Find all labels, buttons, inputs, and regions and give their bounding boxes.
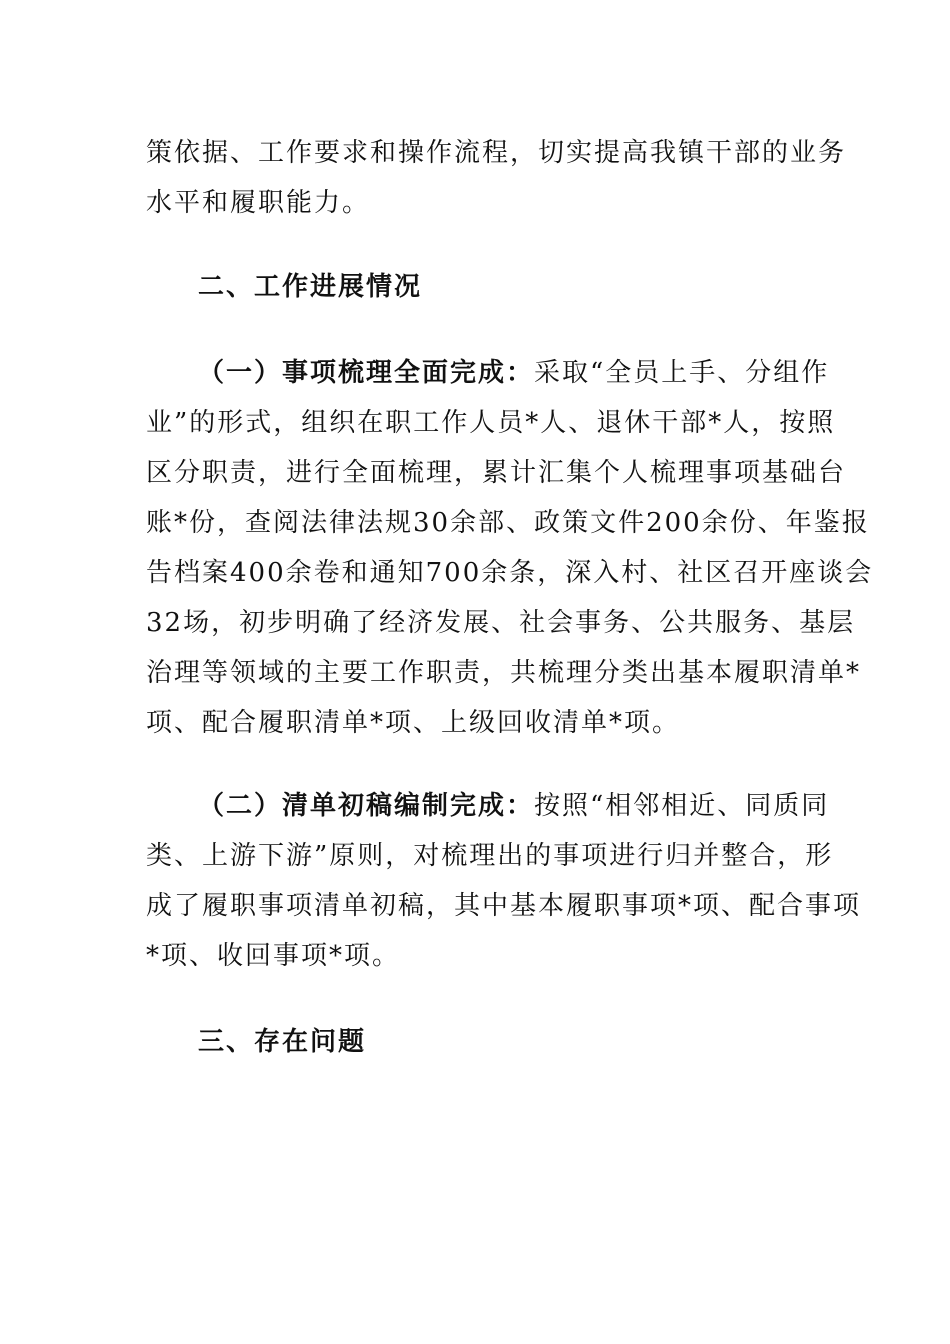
- paragraph-line: 治理等领域的主要工作职责，共梳理分类出基本履职清单*: [146, 658, 862, 688]
- paragraph-line: 成了履职事项清单初稿，其中基本履职事项*项、配合事项: [146, 891, 862, 921]
- paragraph-line: 项、配合履职清单*项、上级回收清单*项。: [146, 708, 681, 738]
- item-2-lead: （二）清单初稿编制完成：: [198, 791, 535, 821]
- item-2-paragraph: [146, 781, 862, 981]
- section-heading-issues: 三、存在问题: [198, 1027, 367, 1057]
- paragraph-line: 32场，初步明确了经济发展、社会事务、公共服务、基层: [146, 608, 856, 638]
- intro-paragraph: [146, 128, 847, 228]
- item-2-first-text: 按照“相邻相近、同质同: [534, 791, 830, 821]
- paragraph-line: 策依据、工作要求和操作流程，切实提高我镇干部的业务: [146, 138, 847, 168]
- section-heading-progress: 二、工作进展情况: [198, 272, 423, 302]
- paragraph-first-line: [146, 348, 830, 398]
- paragraph-first-line: [146, 781, 830, 831]
- item-1-first-text: 采取“全员上手、分组作: [534, 358, 830, 388]
- paragraph-line: 告档案400余卷和通知700余条，深入村、社区召开座谈会: [146, 558, 874, 588]
- item-1-lead: （一）事项梳理全面完成：: [198, 358, 535, 388]
- item-1-paragraph: [146, 348, 874, 748]
- paragraph-line: 水平和履职能力。: [146, 188, 371, 218]
- paragraph-line: 类、上游下游”原则，对梳理出的事项进行归并整合，形: [146, 841, 834, 871]
- paragraph-line: *项、收回事项*项。: [146, 941, 401, 971]
- paragraph-line: 业”的形式，组织在职工作人员*人、退休干部*人，按照: [146, 408, 836, 438]
- paragraph-line: 区分职责，进行全面梳理，累计汇集个人梳理事项基础台: [146, 458, 847, 488]
- paragraph-line: 账*份，查阅法律法规30余部、政策文件200余份、年鉴报: [146, 508, 870, 538]
